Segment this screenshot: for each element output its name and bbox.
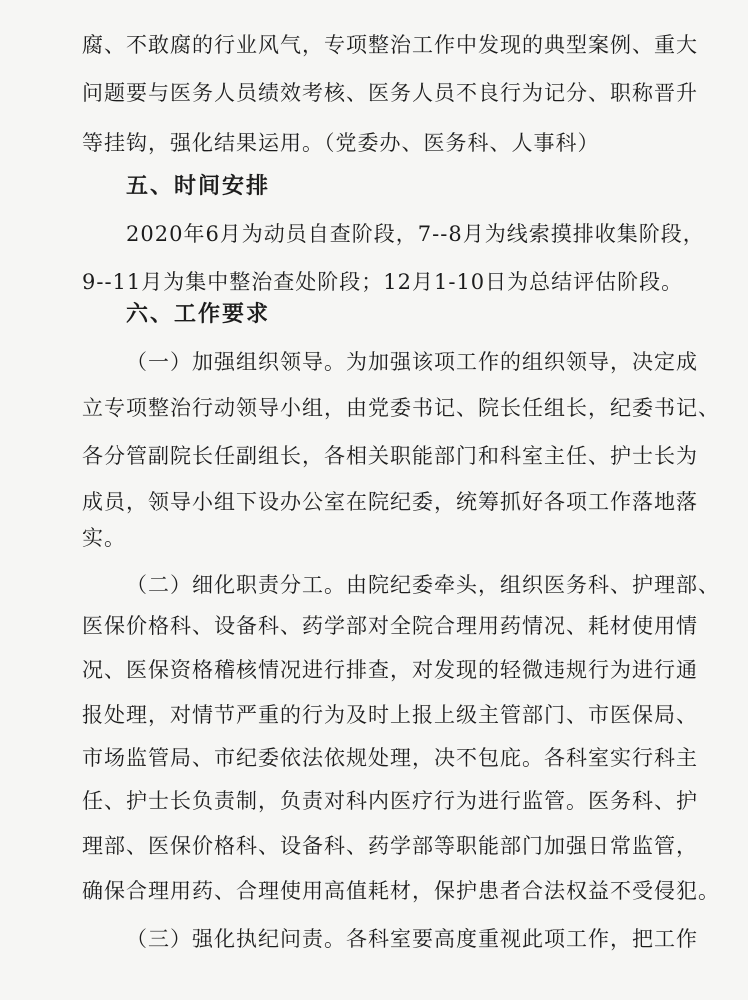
body-text-line: 市场监管局、市纪委依法依规处理，决不包庇。各科室实行科主 [82,746,698,770]
body-text-line: 报处理，对情节严重的行为及时上报上级主管部门、市医保局、 [82,703,698,727]
body-text-line: 实。 [82,526,126,550]
body-text-line: 医保价格科、设备科、药学部对全院合理用药情况、耗材使用情 [82,614,698,638]
body-text-line: 立专项整治行动领导小组，由党委书记、院长任组长，纪委书记、 [82,396,720,420]
body-text-line: 任、护士长负责制，负责对科内医疗行为进行监管。医务科、护 [82,789,698,813]
body-text-line: 腐、不敢腐的行业风气，专项整治工作中发现的典型案例、重大 [82,33,698,57]
body-text-line: （三）强化执纪问责。各科室要高度重视此项工作，把工作 [126,927,698,951]
body-text-line: （一）加强组织领导。为加强该项工作的组织领导，决定成 [126,350,698,374]
section-heading: 五、时间安排 [126,174,271,199]
body-text-line: 理部、医保价格科、设备科、药学部等职能部门加强日常监管， [82,834,698,858]
body-text-line: 成员，领导小组下设办公室在院纪委，统筹抓好各项工作落地落 [82,490,698,514]
body-text-line: 确保合理用药、合理使用高值耗材，保护患者合法权益不受侵犯。 [82,879,720,903]
body-text-line: 各分管副院长任副组长，各相关职能部门和科室主任、护士长为 [82,444,698,468]
body-text-line: 等挂钩，强化结果运用。（党委办、医务科、人事科） [82,131,600,155]
body-text-line: 9--11月为集中整治查处阶段；12月1-10日为总结评估阶段。 [82,270,684,294]
body-text-line: 问题要与医务人员绩效考核、医务人员不良行为记分、职称晋升 [82,81,698,105]
body-text-line: 况、医保资格稽核情况进行排查，对发现的轻微违规行为进行通 [82,658,698,682]
body-text-line: 2020年6月为动员自查阶段，7--8月为线索摸排收集阶段， [126,222,705,246]
body-text-line: （二）细化职责分工。由院纪委牵头，组织医务科、护理部、 [126,573,720,597]
section-heading: 六、工作要求 [126,302,271,327]
